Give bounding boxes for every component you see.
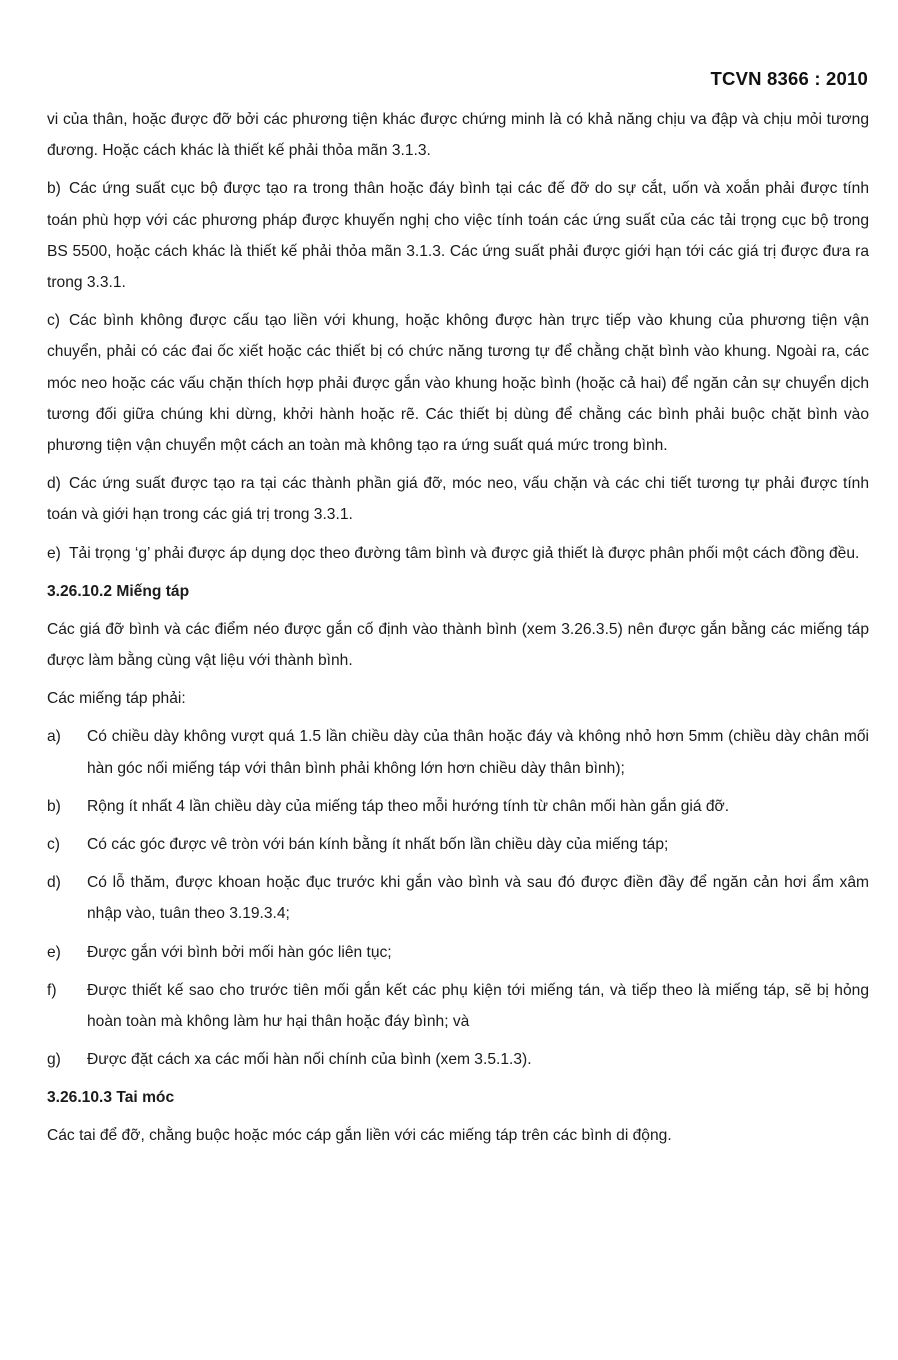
list-item-d xyxy=(47,867,869,929)
list-marker: b) xyxy=(47,180,61,198)
section-heading-3-26-10-3: 3.26.10.3 Tai móc xyxy=(47,1089,175,1107)
paragraph-text: Tải trọng ‘g’ phải được áp dụng dọc theo đường tâm bình và được giả thiết là được phân phối một cách đồng đều. xyxy=(69,544,860,562)
list-item-g xyxy=(47,1044,869,1075)
paragraph-d xyxy=(47,468,869,530)
list-item-text: Được gắn với bình bởi mối hàn góc liên tục; xyxy=(87,943,392,961)
list-marker: d) xyxy=(47,874,61,892)
section-2-intro: Các giá đỡ bình và các điểm néo được gắn cố định vào thành bình (xem 3.26.3.5) nên được gắn bằng các miếng táp được làm bằng cùng vật liệu với thành bình. xyxy=(47,620,869,670)
list-item-f xyxy=(47,975,869,1037)
paragraph-text: Các bình không được cấu tạo liền với khung, hoặc không được hàn trực tiếp vào khung của phương tiện vận chuyển, phải có các đai ốc xiết hoặc các thiết bị có chức năng tương tự để chằng chặt bình vào khung. Ngoài ra, các móc neo hoặc các vấu chặn thích hợp phải được gắn vào khung hoặc bình (hoặc cả hai) để ngăn cản sự chuyển dịch tương đối giữa chúng khi dừng, khởi hành hoặc rẽ. Các thiết bị dùng để chằng các bình phải buộc chặt bình vào phương tiện vận chuyển một cách an toàn mà không tạo ra ứng suất quá mức trong bình. xyxy=(47,312,869,455)
list-marker: c) xyxy=(47,836,60,854)
list-marker: g) xyxy=(47,1051,61,1069)
list-item-text: Có các góc được vê tròn với bán kính bằng ít nhất bốn lần chiều dày của miếng táp; xyxy=(87,836,669,854)
paragraph-text: Các ứng suất được tạo ra tại các thành phần giá đỡ, móc neo, vấu chặn và các chi tiết tương tự phải được tính toán và giới hạn trong các giá trị trong 3.3.1. xyxy=(47,475,869,524)
standard-code-header: TCVN 8366 : 2010 xyxy=(710,68,868,89)
paragraph-b xyxy=(47,173,869,298)
list-marker: b) xyxy=(47,797,61,815)
list-item-text: Được đặt cách xa các mối hàn nối chính của bình (xem 3.5.1.3). xyxy=(87,1051,532,1069)
list-marker: a) xyxy=(47,728,61,746)
section-heading-3-26-10-2: 3.26.10.2 Miếng táp xyxy=(47,582,190,600)
document-body xyxy=(47,104,869,1159)
paragraph-text: Các ứng suất cục bộ được tạo ra trong thân hoặc đáy bình tại các đế đỡ do sự cắt, uốn và xoắn phải được tính toán phù hợp với các phương pháp được khuyến nghị cho việc tính toán các ứng suất của các tải trọng cục bộ trong BS 5500, hoặc cách khác là thiết kế phải thỏa mãn 3.1.3. Các ứng suất phải được giới hạn tới các giá trị được đưa ra trong 3.3.1. xyxy=(47,180,869,292)
section-2-lead: Các miếng táp phải: xyxy=(47,690,186,708)
list-item-a xyxy=(47,721,869,783)
section-3-intro: Các tai để đỡ, chằng buộc hoặc móc cáp gắn liền với các miếng táp trên các bình di động. xyxy=(47,1127,672,1145)
paragraph-continuation: vi của thân, hoặc được đỡ bởi các phương tiện khác được chứng minh là có khả năng chịu va đập và chịu mỏi tương đương. Hoặc cách khác là thiết kế phải thỏa mãn 3.1.3. xyxy=(47,111,869,160)
paragraph-e xyxy=(47,538,869,569)
list-item-c xyxy=(47,829,869,860)
list-marker: e) xyxy=(47,544,61,562)
paragraph-c xyxy=(47,305,869,461)
list-marker: f) xyxy=(47,981,57,999)
list-item-text: Được thiết kế sao cho trước tiên mối gắn kết các phụ kiện tới miếng tán, và tiếp theo là miếng táp, sẽ bị hỏng hoàn toàn mà không làm hư hại thân hoặc đáy bình; và xyxy=(87,981,869,1031)
list-item-text: Có lỗ thăm, được khoan hoặc đục trước khi gắn vào bình và sau đó được điền đầy để ngăn cản hơi ẩm xâm nhập vào, tuân theo 3.19.3.4; xyxy=(87,874,869,923)
list-marker: c) xyxy=(47,312,60,330)
list-item-text: Có chiều dày không vượt quá 1.5 lần chiều dày của thân hoặc đáy và không nhỏ hơn 5mm (chiều dày chân mối hàn góc nối miếng táp với thân bình phải không lớn hơn chiều dày thân bình); xyxy=(87,728,869,777)
list-marker: d) xyxy=(47,475,61,493)
list-marker: e) xyxy=(47,943,61,961)
list-item-b xyxy=(47,791,869,822)
list-item-e xyxy=(47,937,869,968)
list-item-text: Rộng ít nhất 4 lần chiều dày của miếng táp theo mỗi hướng tính từ chân mối hàn gắn giá đỡ. xyxy=(87,797,730,815)
